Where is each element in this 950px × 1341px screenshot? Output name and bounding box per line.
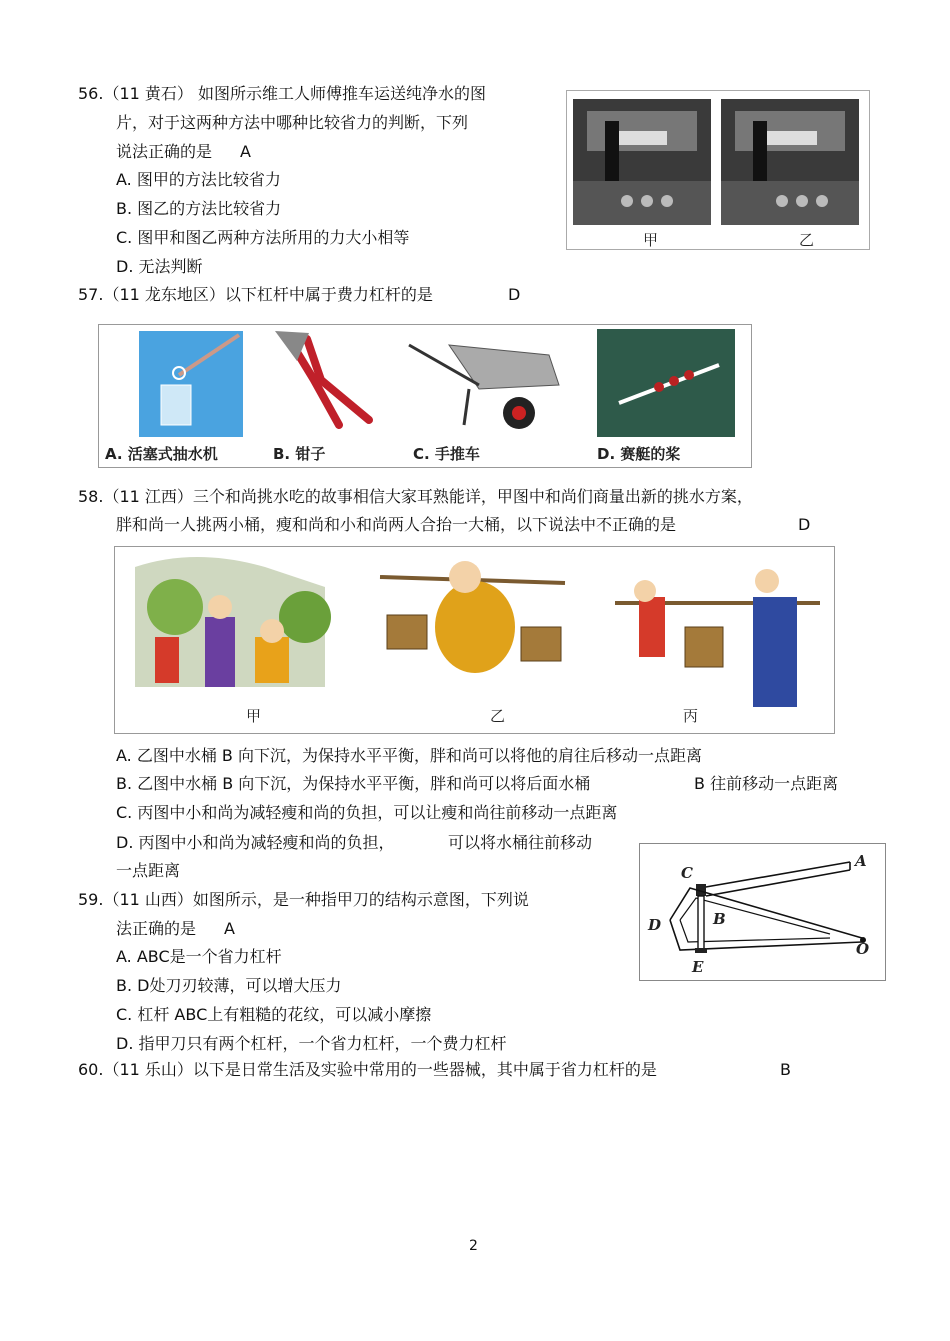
q56-option-d: D. 无法判断	[116, 257, 203, 276]
q57-answer: D	[508, 285, 521, 304]
q59-stem-line2: 法正确的是	[116, 919, 197, 938]
q56-stem-line2: 片，对于这两种方法中哪种比较省力的判断，下列	[116, 113, 469, 132]
q56-figure	[566, 90, 870, 250]
q58-answer: D	[798, 515, 811, 534]
q59-option-c: C. 杠杆 ABC上有粗糙的花纹，可以减小摩擦	[116, 1005, 432, 1024]
q59-stem-line1: 59.（11 山西）如图所示，是一种指甲刀的结构示意图，下列说	[78, 890, 529, 909]
q58-option-b: B. 乙图中水桶 B 向下沉，为保持水平平衡，胖和尚可以将后面水桶	[116, 774, 591, 793]
q59-option-d: D. 指甲刀只有两个杠杆，一个省力杠杆，一个费力杠杆	[116, 1034, 507, 1053]
q60-answer: B	[780, 1060, 791, 1079]
q59-answer: A	[224, 919, 235, 938]
q59-label-c: C	[681, 864, 693, 882]
q59-label-o: O	[856, 940, 870, 958]
q56-stem-line3: 说法正确的是	[116, 142, 213, 161]
page-number: 2	[469, 1238, 478, 1254]
q57-label-a: A. 活塞式抽水机	[105, 445, 218, 463]
q56-label-yi: 乙	[799, 231, 815, 249]
q58-option-d: D. 丙图中小和尚为减轻瘦和尚的负担，	[116, 833, 395, 852]
q58-label-jia: 甲	[246, 707, 262, 725]
q57-stem: 57.（11 龙东地区）以下杠杆中属于费力杠杆的是	[78, 285, 433, 304]
q59-figure	[639, 843, 886, 981]
q59-option-a: A. ABC是一个省力杠杆	[116, 947, 282, 966]
q59-label-d: D	[648, 916, 662, 934]
q56-photos	[567, 91, 871, 251]
q58-stem-line2: 胖和尚一人挑两小桶，瘦和尚和小和尚两人合抬一大桶，以下说法中不正确的是	[116, 515, 677, 534]
q58-figure	[114, 546, 835, 734]
q58-option-d-line2: 一点距离	[116, 861, 181, 880]
q58-label-yi: 乙	[490, 707, 506, 725]
q58-option-a: A. 乙图中水桶 B 向下沉，为保持水平平衡，胖和尚可以将他的肩往后移动一点距离	[116, 746, 702, 765]
q56-option-a: A. 图甲的方法比较省力	[116, 170, 281, 189]
q59-option-b: B. D处刀刃较薄，可以增大压力	[116, 976, 342, 995]
q57-label-c: C. 手推车	[413, 445, 480, 463]
q56-answer: A	[240, 142, 251, 161]
q59-label-e: E	[692, 958, 704, 976]
q59-label-a: A	[855, 852, 867, 870]
q58-cartoons	[115, 547, 836, 735]
q58-stem-line1: 58.（11 江西）三个和尚挑水吃的故事相信大家耳熟能详，甲图中和尚们商量出新的挑水方案，	[78, 487, 753, 506]
q60-stem: 60.（11 乐山）以下是日常生活及实验中常用的一些器械，其中属于省力杠杆的是	[78, 1060, 657, 1079]
q58-option-c: C. 丙图中小和尚为减轻瘦和尚的负担，可以让瘦和尚往前移动一点距离	[116, 803, 618, 822]
q59-label-b: B	[713, 910, 726, 928]
q59-nail-clipper-diagram	[640, 844, 887, 982]
q58-option-d-cont: 可以将水桶往前移动	[448, 833, 593, 852]
q56-option-b: B. 图乙的方法比较省力	[116, 199, 282, 218]
q56-option-c: C. 图甲和图乙两种方法所用的力大小相等	[116, 228, 410, 247]
q57-label-b: B. 钳子	[273, 445, 326, 463]
q58-label-bing: 丙	[683, 707, 699, 725]
q56-label-jia: 甲	[643, 231, 659, 249]
q57-label-d: D. 赛艇的桨	[597, 445, 681, 463]
q56-stem-line1: 56.（11 黄石） 如图所示维工人师傅推车运送纯净水的图	[78, 84, 486, 103]
q57-figure	[98, 324, 752, 468]
q58-option-b-cont: B 往前移动一点距离	[694, 774, 839, 793]
